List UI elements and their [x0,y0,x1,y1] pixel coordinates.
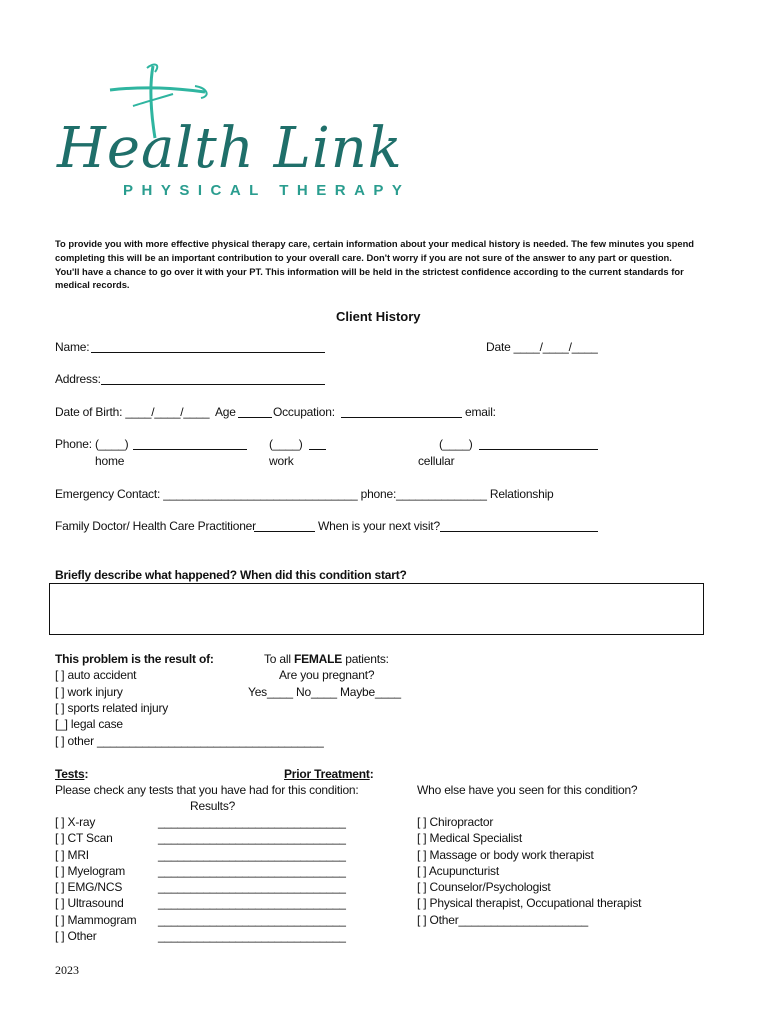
emergency-contact-line[interactable]: Emergency Contact: ______________________________ phone:______________ Relationship [55,487,554,501]
problem-option[interactable]: [ ] sports related injury [55,701,169,715]
email-label: email: [465,405,496,419]
test-option[interactable]: [ ] Other [55,929,97,943]
logo-name: Health Link [57,116,403,181]
problem-heading-text: This problem is the result of [55,652,210,666]
problem-option[interactable]: [ ] other ___________________________________ [55,734,324,748]
test-option[interactable]: [ ] Myelogram [55,864,126,878]
age-label: Age [215,405,236,419]
address-field[interactable] [101,384,325,385]
address-label: Address: [55,372,101,386]
test-result-field[interactable]: _____________________________ [158,831,346,845]
age-field[interactable] [238,417,272,418]
test-result-field[interactable]: _____________________________ [158,929,346,943]
test-result-field[interactable]: _____________________________ [158,815,346,829]
test-result-field[interactable]: _____________________________ [158,880,346,894]
tests-heading: Tests: [55,767,89,781]
form-title: Client History [336,309,421,324]
family-doctor-field[interactable] [254,531,315,532]
work-phone-area[interactable]: (____) [269,437,303,451]
test-option[interactable]: [ ] CT Scan [55,831,113,845]
family-doctor-label: Family Doctor/ Health Care Practitioner [55,519,256,533]
problem-option[interactable]: [ ] auto accident [55,668,137,682]
test-result-field[interactable]: _____________________________ [158,896,346,910]
describe-prompt: Briefly describe what happened? When did this condition start? [55,568,407,582]
test-option[interactable]: [ ] EMG/NCS [55,880,123,894]
prior-option[interactable]: [ ] Physical therapist, Occupational therapist [417,896,642,910]
name-label: Name: [55,340,90,354]
work-phone-field[interactable] [309,449,326,450]
test-result-field[interactable]: _____________________________ [158,913,346,927]
next-visit-label: When is your next visit? [318,519,440,533]
home-phone-field[interactable] [133,449,247,450]
prior-question: Who else have you seen for this condition? [417,783,638,797]
prior-option[interactable]: [ ] Medical Specialist [417,831,522,845]
work-label: work [269,454,294,468]
intro-line: You'll have a chance to go over it with your PT. This information will be held in the strictest confidence according to the current standards for [55,265,684,277]
tests-heading-text: Tests [55,767,85,781]
female-heading [264,652,389,666]
test-option[interactable]: [ ] X-ray [55,815,96,829]
test-option[interactable]: [ ] Ultrasound [55,896,124,910]
problem-option[interactable]: [_] legal case [55,717,123,731]
pregnant-question: Are you pregnant? [279,668,375,682]
prior-heading-text: Prior Treatment [284,767,370,781]
female-prefix: To all [264,652,294,666]
prior-option[interactable]: [ ] Other____________________ [417,913,589,927]
pregnant-options[interactable]: Yes____ No____ Maybe____ [248,685,401,699]
prior-option[interactable]: [ ] Acupuncturist [417,864,499,878]
date-field[interactable]: Date ____/____/____ [486,340,598,354]
female-emph: FEMALE [293,652,343,666]
female-suffix: patients: [342,652,389,666]
intro-line: completing this will be an important contribution to your overall care. Don't worry if you are not sure of the answer to any part or question. [55,251,672,263]
cell-phone-field[interactable] [479,449,598,450]
cellular-label: cellular [418,454,455,468]
logo [55,58,411,208]
test-option[interactable]: [ ] Mammogram [55,913,137,927]
prior-option[interactable]: [ ] Chiropractor [417,815,494,829]
prior-option[interactable]: [ ] Counselor/Psychologist [417,880,551,894]
occupation-field[interactable] [341,417,462,418]
prior-option[interactable]: [ ] Massage or body work therapist [417,848,594,862]
prior-heading: Prior Treatment: [284,767,374,781]
occupation-label: Occupation: [273,405,335,419]
describe-textbox[interactable] [49,583,704,635]
problem-heading: This problem is the result of: [55,652,214,666]
logo-subtitle: PHYSICAL THERAPY [123,182,411,199]
intro-line: medical records. [55,279,130,291]
test-result-field[interactable]: _____________________________ [158,848,346,862]
intro-paragraph [55,237,715,292]
next-visit-field[interactable] [440,531,598,532]
name-field[interactable] [91,352,325,353]
dob-field[interactable]: Date of Birth: ____/____/____ [55,405,210,419]
cell-phone-area[interactable]: (____) [439,437,473,451]
home-label: home [95,454,125,468]
problem-option[interactable]: [ ] work injury [55,685,123,699]
footer-year: 2023 [55,963,79,977]
test-option[interactable]: [ ] MRI [55,848,89,862]
tests-instruction: Please check any tests that you have had for this condition: [55,783,359,797]
results-label: Results? [190,799,236,813]
test-result-field[interactable]: _____________________________ [158,864,346,878]
phone-label: Phone: (____) [55,437,129,451]
intro-line: To provide you with more effective physical therapy care, certain information about your medical history is needed. The few minutes you spend [55,238,695,249]
